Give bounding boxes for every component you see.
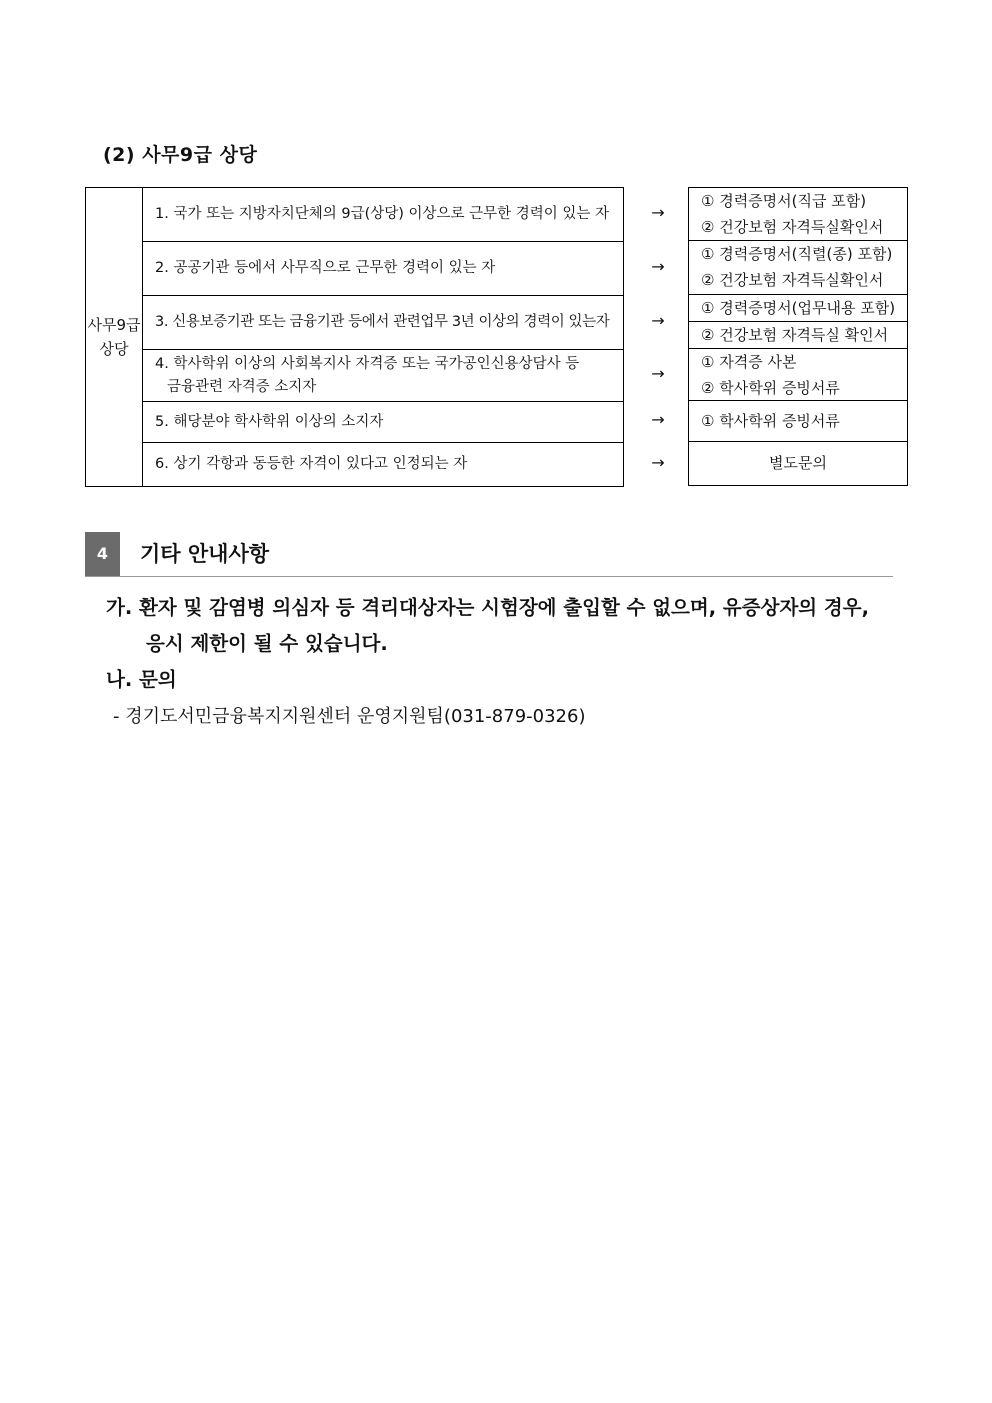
document-item: ② 건강보험 자격득실 확인서 <box>689 321 907 348</box>
document-item: ① 학사학위 증빙서류 <box>701 412 840 430</box>
documents-box-6 <box>688 442 908 486</box>
category-cell <box>86 188 143 487</box>
notice-na: 나. 문의 <box>106 668 177 691</box>
documents-box-2 <box>688 241 908 295</box>
table-row <box>86 242 624 296</box>
notice-ga-line2: 응시 제한이 될 수 있습니다. <box>146 632 388 655</box>
documents-box-4 <box>688 349 908 401</box>
document-item: ① 경력증명서(직급 포함) <box>701 192 867 210</box>
table-row <box>86 443 624 487</box>
qualification-2: 2. 공공기관 등에서 사무직으로 근무한 경력이 있는 자 <box>143 242 624 296</box>
qualification-3: 3. 신용보증기관 또는 금융기관 등에서 관련업무 3년 이상의 경력이 있는자 <box>143 296 624 350</box>
arrow-icon: → <box>651 257 665 276</box>
arrow-icon: → <box>651 203 665 222</box>
document-item: 별도문의 <box>769 454 827 472</box>
section-number-badge: 4 <box>85 532 120 576</box>
arrow-icon: → <box>651 410 665 429</box>
arrow-icon: → <box>651 453 665 472</box>
document-item: ① 경력증명서(업무내용 포함) <box>701 299 896 317</box>
documents-box-3 <box>688 295 908 349</box>
document-item: ② 건강보험 자격득실확인서 <box>701 271 884 289</box>
category-label-line2: 상당 <box>99 340 129 358</box>
qualification-4-line2: 금융관련 자격증 소지자 <box>167 378 317 395</box>
qualification-5: 5. 해당분야 학사학위 이상의 소지자 <box>143 402 624 443</box>
documents-box-5 <box>688 401 908 442</box>
category-label-line1: 사무9급 <box>87 316 141 334</box>
document-item: ① 경력증명서(직렬(종) 포함) <box>701 245 893 263</box>
qualification-4-line1: 4. 학사학위 이상의 사회복지사 자격증 또는 국가공인신용상담사 등 <box>155 355 580 372</box>
qualification-1: 1. 국가 또는 지방자치단체의 9급(상당) 이상으로 근무한 경력이 있는 자 <box>143 188 624 242</box>
qualification-6: 6. 상기 각항과 동등한 자격이 있다고 인정되는 자 <box>143 443 624 487</box>
document-item: ② 건강보험 자격득실확인서 <box>701 218 884 236</box>
arrow-icon: → <box>651 364 665 383</box>
document-item: ① 자격증 사본 <box>701 353 797 371</box>
table-row <box>86 296 624 350</box>
arrow-icon: → <box>651 311 665 330</box>
section-title: 기타 안내사항 <box>140 542 270 566</box>
section-header <box>85 532 893 577</box>
documents-box-1 <box>688 187 908 241</box>
contact-info: - 경기도서민금융복지지원센터 운영지원팀(031-879-0326) <box>113 706 586 727</box>
table-row <box>86 188 624 242</box>
table-row <box>86 402 624 443</box>
document-item: ② 학사학위 증빙서류 <box>701 379 840 397</box>
qualification-4 <box>143 350 624 402</box>
notice-ga-line1: 가. 환자 및 감염병 의심자 등 격리대상자는 시험장에 출입할 수 없으며, 유증상자의 경우, <box>106 596 869 619</box>
section-subtitle: (2) 사무9급 상당 <box>103 144 258 166</box>
table-row <box>86 350 624 402</box>
qualification-table <box>85 187 624 487</box>
